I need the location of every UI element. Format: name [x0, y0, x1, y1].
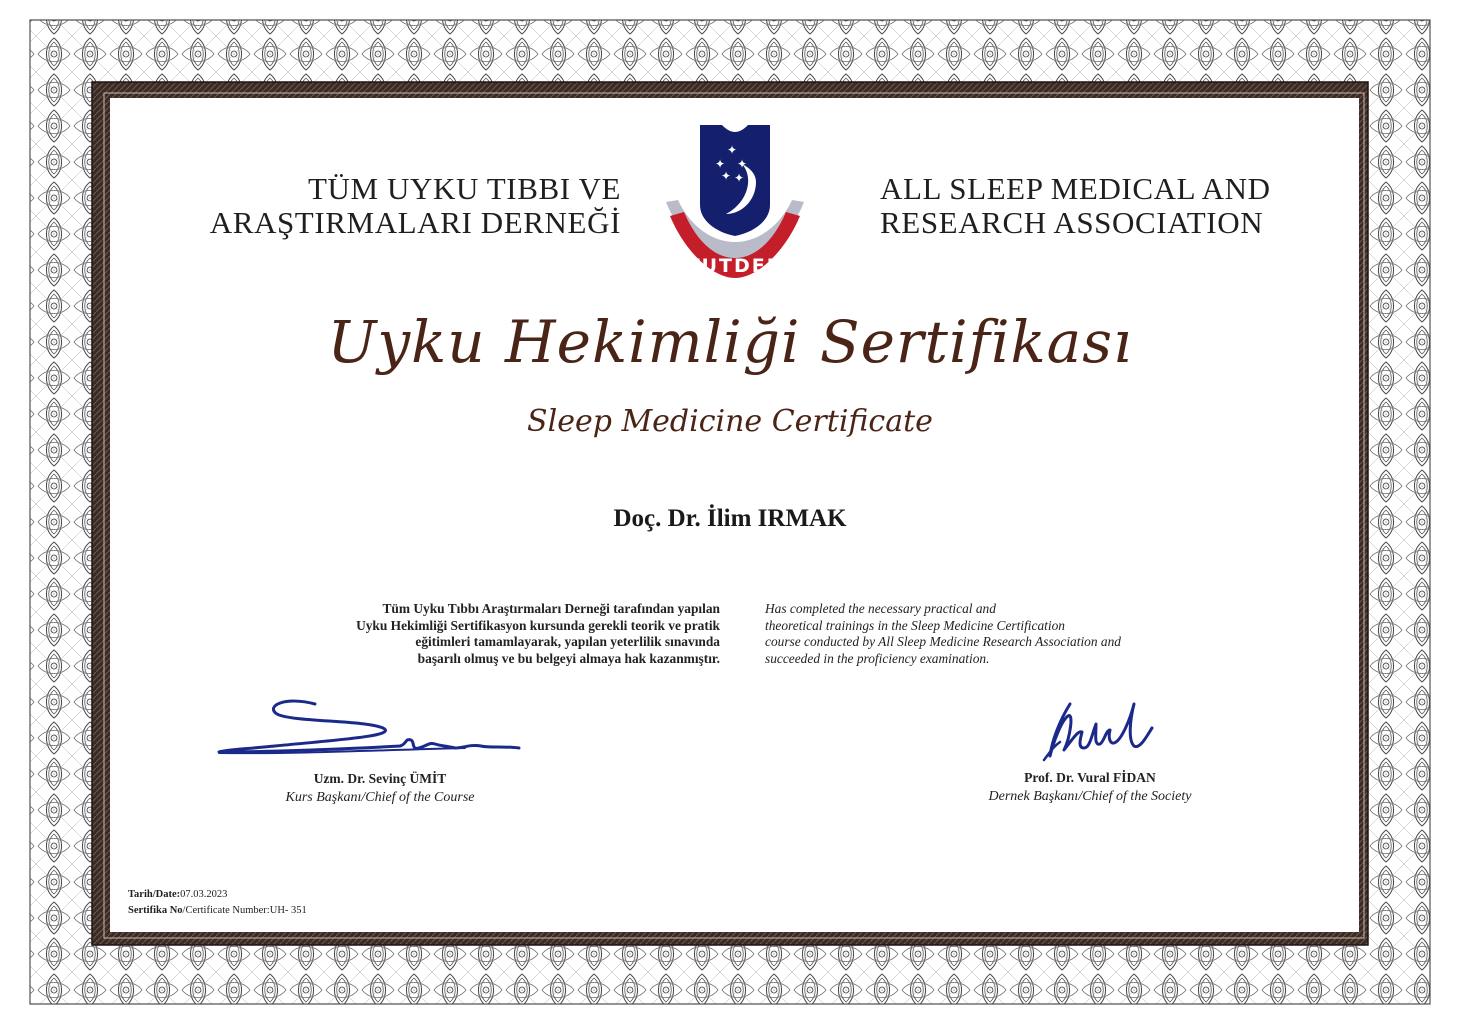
signature-right: [1030, 690, 1180, 770]
right-signatory-name: Prof. Dr. Vural FİDAN: [1024, 770, 1156, 785]
certificate-number: [128, 905, 307, 916]
issue-date: [128, 889, 227, 900]
body-tr-line: eğitimleri tamamlayarak, yapılan yeterlilik sınavında: [415, 634, 720, 649]
left-signatory-role: Kurs Başkanı/Chief of the Course: [285, 790, 475, 805]
body-text-english: [765, 601, 1285, 667]
body-en-line: theoretical trainings in the Sleep Medicine Certification: [765, 617, 1065, 633]
right-signatory-role: Dernek Başkanı/Chief of the Society: [988, 789, 1192, 804]
cert-label: Sertifika No: [128, 905, 183, 916]
body-tr-line: Tüm Uyku Tıbbı Araştırmaları Derneği tarafından yapılan: [382, 601, 720, 616]
svg-text:✦: ✦: [714, 157, 726, 171]
body-text-turkish: [200, 601, 720, 667]
body-en-line: course conducted by All Sleep Medicine Research Association and: [765, 634, 1121, 649]
svg-text:✦: ✦: [726, 143, 738, 157]
svg-text:✦: ✦: [733, 171, 745, 185]
logo-acronym: TUTDER: [686, 255, 784, 277]
organization-name-turkish: [161, 172, 621, 240]
body-en-line: Has completed the necessary practical and: [765, 601, 996, 616]
left-signatory-name: Uzm. Dr. Sevinç ÜMİT: [313, 771, 447, 786]
signature-left: [215, 690, 535, 770]
organization-name-tr-line2: ARAŞTIRMALARI DERNEĞİ: [209, 205, 621, 240]
date-label: Tarih/Date:: [128, 889, 181, 900]
logo-year: 2004: [719, 216, 751, 229]
body-tr-line: Uyku Hekimliği Sertifikasyon kursunda gerekli teorik ve pratik: [356, 617, 720, 633]
body-en-line: succeeded in the proficiency examination.: [765, 650, 990, 666]
organization-name-tr-line1: TÜM UYKU TIBBI VE: [307, 171, 621, 206]
organization-name-en-line1: ALL SLEEP MEDICAL AND: [880, 171, 1271, 206]
cert-label-rest: /Certificate Number:: [182, 905, 270, 916]
certificate-title-turkish: Uyku Hekimliği Sertifikası: [327, 308, 1133, 376]
svg-text:✦: ✦: [720, 169, 732, 183]
body-tr-line: başarılı olmuş ve bu belgeyi almaya hak kazanmıştır.: [417, 650, 720, 666]
date-value: 07.03.2023: [180, 889, 228, 900]
svg-text:✦: ✦: [736, 157, 748, 171]
organization-name-english: [880, 172, 1340, 240]
organization-name-en-line2: RESEARCH ASSOCIATION: [880, 205, 1264, 240]
certificate-title-english: Sleep Medicine Certificate: [527, 404, 933, 439]
cert-value: UH- 351: [269, 905, 307, 916]
recipient-name: Doç. Dr. İlim IRMAK: [613, 505, 847, 532]
tutder-logo: [660, 120, 810, 285]
